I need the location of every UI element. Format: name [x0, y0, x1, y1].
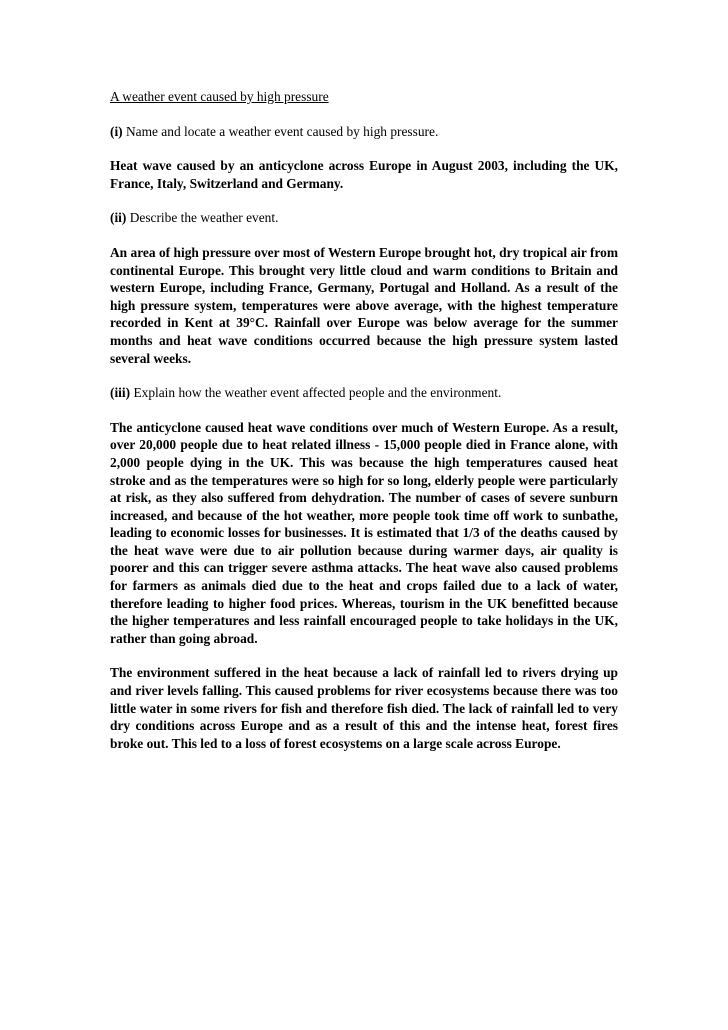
question-3-number: (iii) [110, 385, 131, 401]
question-1 [110, 123, 618, 141]
question-2-number: (ii) [110, 210, 127, 226]
question-2 [110, 209, 618, 227]
answer-1: Heat wave caused by an anticyclone across Europe in August 2003, including the UK, France, Italy, Switzerland and Germany. [110, 158, 618, 191]
answer-2: An area of high pressure over most of Western Europe brought hot, dry tropical air from continental Europe. This brought very little cloud and warm conditions to Britain and western Europe, including France, Germany, Portugal and Holland. As a result of the high pressure system, temperatures were above average, with the highest temperature recorded in Kent at 39°C. Rainfall over Europe was below average for the summer months and heat wave conditions occurred because the high pressure system lasted several weeks. [110, 244, 618, 366]
question-3-text: Explain how the weather event affected people and the environment. [130, 385, 502, 401]
answer-3-paragraph-2: The environment suffered in the heat because a lack of rainfall led to rivers drying up and river levels falling. This caused problems for river ecosystems because there was too little water in some rivers for fish and therefore fish died. The lack of rainfall led to very dry conditions across Europe and as a result of this and the intense heat, forest fires broke out. This led to a loss of forest ecosystems on a large scale across Europe. [110, 665, 618, 751]
question-1-number: (i) [110, 123, 123, 139]
document-page [110, 88, 618, 769]
question-2-text: Describe the weather event. [126, 210, 279, 226]
question-3 [110, 384, 618, 402]
answer-3-paragraph-1: The anticyclone caused heat wave conditions over much of Western Europe. As a result, over 20,000 people due to heat related illness - 15,000 people died in France alone, with 2,000 people dying in the UK. This was because the high temperatures caused heat stroke and as the temperatures were so high for so long, elderly people were particularly at risk, as they also suffered from dehydration. The number of cases of severe sunburn increased, and because of the hot weather, more people took time off work to sunbathe, leading to economic losses for businesses. It is estimated that 1/3 of the deaths caused by the heat wave were due to air pollution because during warmer days, air quality is poorer and this can trigger severe asthma attacks. The heat wave also caused problems for farmers as animals died due to the heat and crops failed due to a lack of water, therefore leading to higher food prices. Whereas, tourism in the UK benefitted because the higher temperatures and less rainfall encouraged people to take holidays in the UK, rather than going abroad. [110, 419, 618, 646]
document-title: A weather event caused by high pressure [110, 89, 329, 104]
question-1-text: Name and locate a weather event caused by high pressure. [122, 123, 439, 139]
